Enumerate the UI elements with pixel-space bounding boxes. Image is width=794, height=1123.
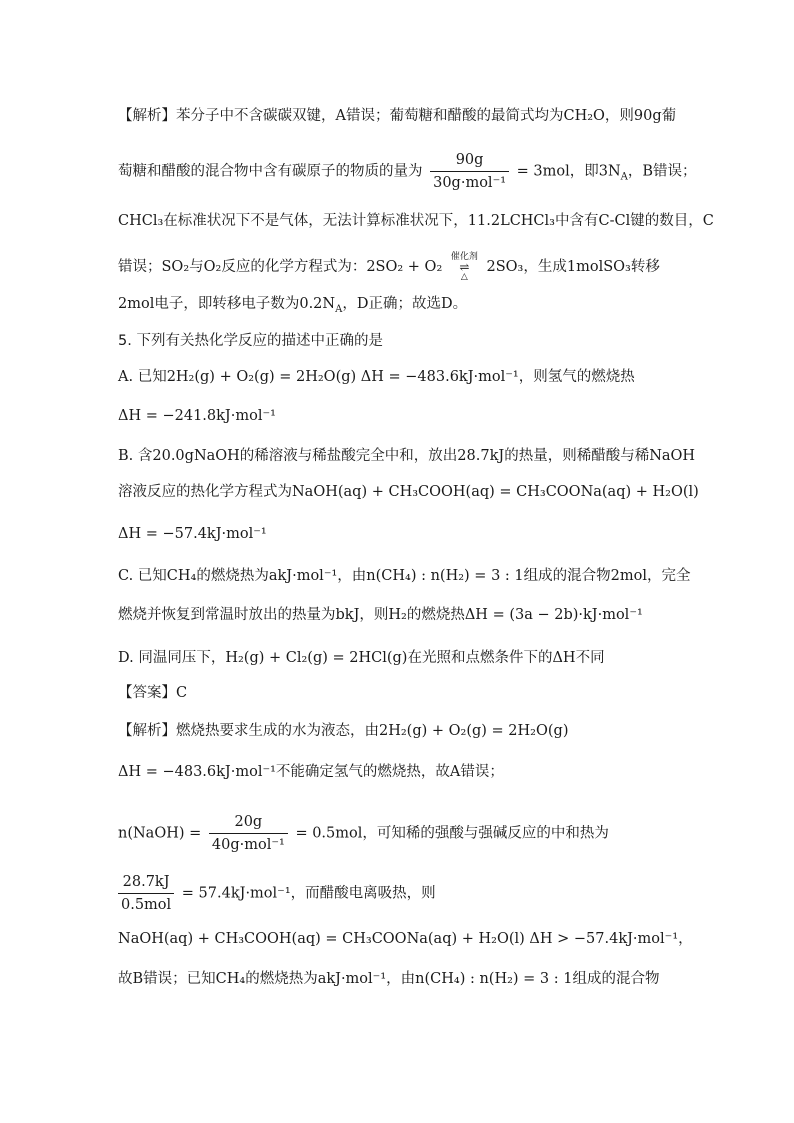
fraction-denominator: 30g·mol⁻¹ bbox=[433, 175, 507, 191]
analysis-line-4 bbox=[118, 252, 660, 282]
heat-symbol: △ bbox=[460, 272, 468, 282]
solution-line-3-lhs: n(NaOH) = bbox=[118, 825, 202, 842]
analysis-line-1: 【解析】苯分子中不含碳碳双键，A错误；葡萄糖和醋酸的最简式均为CH₂O，则90g葡 bbox=[118, 108, 677, 124]
fraction-numerator: 90g bbox=[430, 150, 509, 172]
reversible-arrow bbox=[451, 252, 478, 282]
equilibrium-arrows-icon: ⇌ bbox=[459, 260, 470, 274]
solution-line-4-tail: = 57.4kJ·mol⁻¹，而醋酸电离吸热，则 bbox=[181, 885, 436, 902]
option-c-line-2: 燃烧并恢复到常温时放出的热量为bkJ，则H₂的燃烧热ΔH = (3a − 2b)·kJ·mol⁻¹ bbox=[118, 607, 643, 623]
fraction-numerator-2: 20g bbox=[209, 812, 288, 834]
option-b-line-1: B. 含20.0gNaOH的稀溶液与稀盐酸完全中和，放出28.7kJ的热量，则稀醋酸与稀NaOH bbox=[118, 448, 696, 464]
option-b-line-2: 溶液反应的热化学方程式为NaOH(aq) + CH₃COOH(aq) = CH₃COONa(aq) + H₂O(l) bbox=[118, 484, 699, 500]
analysis-line-2 bbox=[118, 150, 697, 193]
fraction-numerator-3: 28.7kJ bbox=[118, 872, 174, 894]
solution-line-2: ΔH = −483.6kJ·mol⁻¹不能确定氢气的燃烧热，故A错误； bbox=[118, 764, 504, 780]
fraction-heat-over-mol bbox=[118, 872, 174, 915]
solution-line-3 bbox=[118, 812, 609, 855]
catalyst-label: 催化剂 bbox=[450, 252, 478, 262]
option-a-line-1: A. 已知2H₂(g) + O₂(g) = 2H₂O(g) ΔH = −483.6kJ·mol⁻¹，则氢气的燃烧热 bbox=[118, 369, 635, 385]
subscript-a: A bbox=[620, 171, 628, 183]
option-d-line: D. 同温同压下，H₂(g) + Cl₂(g) = 2HCl(g)在光照和点燃条件下的ΔH不同 bbox=[118, 650, 605, 666]
fraction-90g-over-30g bbox=[430, 150, 509, 193]
option-c-line-1: C. 已知CH₄的燃烧热为akJ·mol⁻¹，由n(CH₄) : n(H₂) = 3 : 1组成的混合物2mol，完全 bbox=[118, 568, 691, 584]
option-b-line-3: ΔH = −57.4kJ·mol⁻¹ bbox=[118, 526, 267, 542]
fraction-20g-over-40g bbox=[209, 812, 288, 855]
analysis-line-5 bbox=[118, 294, 467, 314]
analysis-line-3: CHCl₃在标准状况下不是气体，无法计算标准状况下，11.2LCHCl₃中含有C-Cl键的数目，C bbox=[118, 213, 714, 229]
analysis-line-5-text: 2mol电子，即转移电子数为0.2N bbox=[118, 296, 336, 312]
analysis-line-4-text: 错误；SO₂与O₂反应的化学方程式为：2SO₂ + O₂ bbox=[118, 259, 443, 275]
fraction-denominator-2: 40g·mol⁻¹ bbox=[211, 837, 285, 853]
subscript-a-2: A bbox=[335, 303, 343, 315]
option-a-line-2: ΔH = −241.8kJ·mol⁻¹ bbox=[118, 408, 276, 424]
question-5-stem: 5. 下列有关热化学反应的描述中正确的是 bbox=[118, 333, 383, 349]
answer-line: 【答案】C bbox=[118, 685, 188, 701]
analysis-line-2-tail: ，B错误； bbox=[627, 163, 697, 180]
solution-line-6: 故B错误；已知CH₄的燃烧热为akJ·mol⁻¹，由n(CH₄) : n(H₂) = 3 : 1组成的混合物 bbox=[118, 971, 660, 987]
analysis-line-4-tail: 2SO₃，生成1molSO₃转移 bbox=[486, 259, 660, 275]
solution-line-4 bbox=[118, 872, 436, 915]
solution-line-5: NaOH(aq) + CH₃COOH(aq) = CH₃COONa(aq) + H₂O(l) ΔH > −57.4kJ·mol⁻¹， bbox=[118, 931, 693, 947]
analysis-line-2-result: = 3mol，即3N bbox=[516, 163, 621, 180]
solution-line-3-tail: = 0.5mol，可知稀的强酸与强碱反应的中和热为 bbox=[295, 825, 609, 842]
analysis-line-5-tail: ，D正确；故选D。 bbox=[342, 296, 468, 312]
solution-line-1: 【解析】燃烧热要求生成的水为液态，由2H₂(g) + O₂(g) = 2H₂O(g) bbox=[118, 723, 569, 739]
fraction-denominator-3: 0.5mol bbox=[121, 897, 172, 913]
analysis-line-2-text: 萄糖和醋酸的混合物中含有碳原子的物质的量为 bbox=[118, 163, 423, 180]
